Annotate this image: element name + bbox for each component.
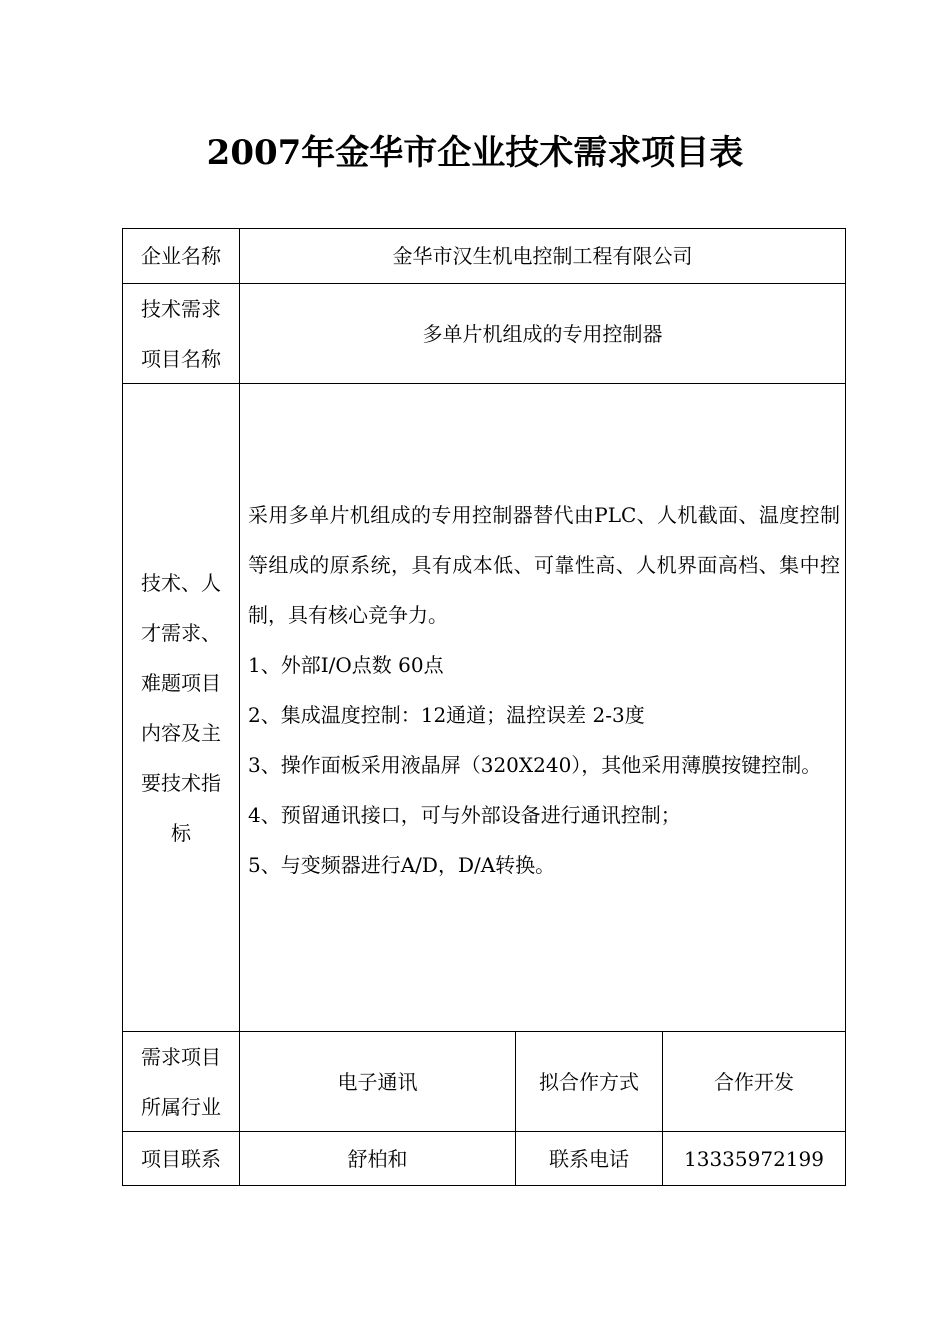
requirement-content-label — [123, 384, 239, 1031]
demand-table — [122, 228, 846, 1186]
requirement-label-line: 要技术指 — [141, 770, 221, 795]
table-border-right — [845, 228, 846, 1186]
requirement-item: 3、操作面板采用液晶屏（320X240），其他采用薄膜按键控制。 — [248, 753, 822, 777]
project-name-label — [123, 284, 239, 383]
page-title: 2007年金华市企业技术需求项目表 — [206, 133, 744, 173]
requirement-description: 采用多单片机组成的专用控制器替代由PLC、人机截面、温度控制等组成的原系统，具有成本低、可靠性高、人机界面高档、集中控制，具有核心竞争力。 — [248, 503, 840, 627]
requirement-label-line: 标 — [171, 820, 191, 845]
requirement-content — [248, 490, 840, 890]
requirement-label-line: 技术、人 — [141, 570, 221, 595]
requirement-item: 1、外部I/O点数 60点 — [248, 653, 444, 677]
table-border-bottom — [122, 1185, 846, 1186]
company-name-value: 金华市汉生机电控制工程有限公司 — [392, 244, 693, 268]
industry-label — [123, 1032, 239, 1131]
project-name-label-line2: 项目名称 — [141, 346, 221, 371]
contact-label: 项目联系 — [141, 1146, 221, 1171]
industry-label-line1: 需求项目 — [141, 1044, 221, 1069]
phone-label: 联系电话 — [549, 1146, 629, 1171]
requirement-item: 4、预留通讯接口，可与外部设备进行通讯控制； — [248, 803, 681, 827]
industry-value: 电子通讯 — [337, 1069, 418, 1094]
contact-value: 舒柏和 — [347, 1146, 408, 1171]
company-name-label: 企业名称 — [141, 244, 221, 268]
requirement-item: 5、与变频器进行A/D，D/A转换。 — [248, 853, 556, 877]
project-name-value: 多单片机组成的专用控制器 — [422, 321, 663, 346]
requirement-label-line: 难题项目 — [141, 670, 221, 695]
requirement-item: 2、集成温度控制：12通道；温控误差 2-3度 — [248, 703, 645, 727]
project-name-label-line1: 技术需求 — [141, 296, 221, 321]
requirement-label-line: 内容及主 — [141, 720, 221, 745]
phone-value: 13335972199 — [684, 1146, 824, 1171]
cooperation-mode-value: 合作开发 — [714, 1069, 794, 1094]
requirement-label-line: 才需求、 — [141, 620, 221, 645]
industry-label-line2: 所属行业 — [141, 1094, 221, 1119]
cooperation-mode-label: 拟合作方式 — [539, 1069, 639, 1094]
